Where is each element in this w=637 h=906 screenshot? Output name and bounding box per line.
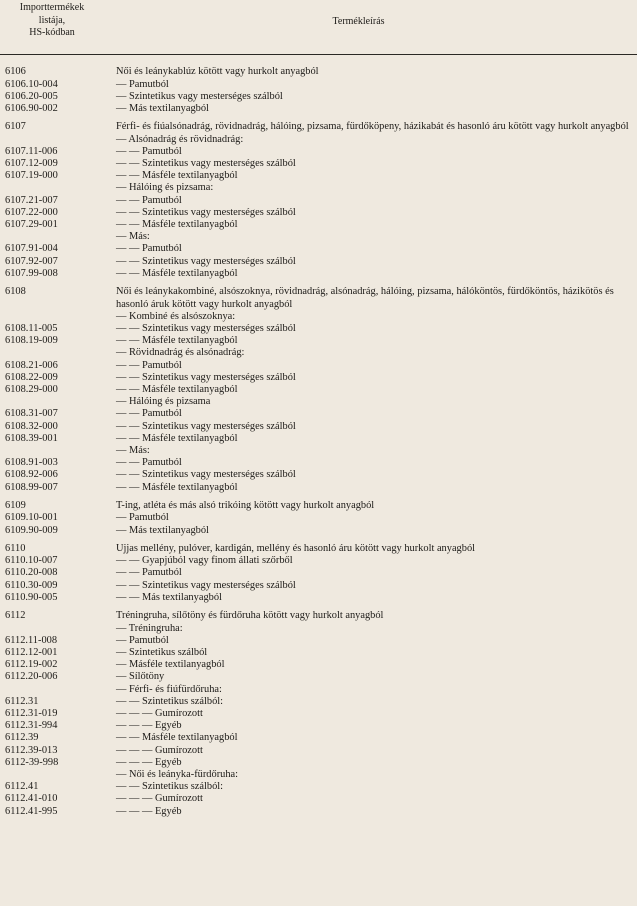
table-row	[0, 708, 637, 720]
table-row	[0, 769, 637, 781]
product-description: — — — Egyéb	[116, 805, 182, 817]
table-row	[0, 231, 637, 243]
hs-code: 6112.12-001	[5, 646, 58, 658]
table-row	[0, 635, 637, 647]
product-description: — — — Gumírozott	[116, 707, 203, 719]
table-row	[0, 659, 637, 671]
product-description: — — Szintetikus vagy mesterséges szálból	[116, 206, 296, 218]
hs-code: 6110.20-008	[5, 567, 58, 579]
product-description: Férfi- és fiúalsónadrág, rövidnadrág, hálóing, pizsama, fürdőköpeny, házikabát és hasonló áru kötött vagy hurkolt anyagból	[116, 121, 629, 133]
product-description: — — Szintetikus szálból:	[116, 781, 224, 793]
product-description: — — Szintetikus vagy mesterséges szálból	[116, 579, 296, 591]
table-row	[0, 684, 637, 696]
table-row	[0, 696, 637, 708]
hs-code: 6106.90-002	[5, 102, 58, 114]
hs-code	[0, 231, 116, 243]
hs-code: 6106.20-005	[5, 90, 58, 102]
table-row	[0, 647, 637, 659]
hs-code: 6107.11-006	[5, 145, 58, 157]
product-description: — — Pamutból	[116, 408, 182, 420]
table-row	[0, 433, 637, 445]
hs-code: 6112.20-006	[5, 671, 58, 683]
product-description: — — Pamutból	[116, 457, 182, 469]
hs-code: 6108.21-006	[5, 359, 58, 371]
table-row	[0, 592, 637, 604]
table-row	[0, 158, 637, 170]
hs-code	[0, 311, 116, 323]
hs-code: 6112.41-010	[5, 793, 58, 805]
hs-code: 6107.21-007	[5, 194, 58, 206]
product-description: — Más:	[116, 231, 150, 243]
product-description: — — Másféle textilanyagból	[116, 267, 238, 279]
product-description: — — Pamutból	[116, 194, 182, 206]
table-row	[0, 207, 637, 219]
table-row	[0, 469, 637, 481]
table-row	[0, 256, 637, 268]
table-row	[0, 457, 637, 469]
hs-code	[0, 445, 116, 457]
hs-code: 6107	[5, 121, 26, 133]
hs-code: 6108.32-000	[5, 420, 58, 432]
table-row	[0, 195, 637, 207]
table-header	[0, 0, 637, 55]
table-row	[0, 671, 637, 683]
table-row	[0, 323, 637, 335]
table-row	[0, 732, 637, 744]
product-description: — Rövidnadrág és alsónadrág:	[116, 347, 245, 359]
hs-code: 6107.99-008	[5, 267, 58, 279]
table-row	[0, 91, 637, 103]
hs-code: 6106.10-004	[5, 78, 58, 90]
table-row	[0, 793, 637, 805]
hs-code: 6107.92-007	[5, 255, 58, 267]
product-description: — Pamutból	[116, 78, 169, 90]
table-row	[0, 482, 637, 494]
hs-code: 6107.22-000	[5, 206, 58, 218]
hs-code: 6108.11-005	[5, 322, 58, 334]
hs-code: 6112	[5, 610, 26, 622]
hs-code: 6112.11-008	[5, 634, 58, 646]
table-row	[0, 79, 637, 91]
header-line: HS-kódban	[29, 27, 75, 38]
table-row	[0, 500, 637, 512]
hs-code: 6112.31-994	[5, 720, 58, 732]
hs-code: 6110	[5, 543, 26, 554]
table-row	[0, 445, 637, 457]
hs-code	[0, 396, 116, 408]
hs-code: 6108.29-000	[5, 383, 58, 395]
product-description: — — Gyapjúból vagy finom állati szőrből	[116, 555, 293, 567]
table-row	[0, 567, 637, 579]
product-description: — — Szintetikus vagy mesterséges szálból	[116, 322, 296, 334]
product-description: — — Pamutból	[116, 145, 182, 157]
table-row	[0, 311, 637, 323]
product-description: — — — Gumírozott	[116, 744, 203, 756]
hs-code: 6109.10-001	[5, 512, 58, 524]
product-description: — — — Egyéb	[116, 756, 182, 768]
hs-code: 6112.39	[5, 732, 39, 744]
hs-code: 6108.31-007	[5, 408, 58, 420]
table-row	[0, 219, 637, 231]
product-description: — Szintetikus szálból	[116, 646, 208, 658]
product-description: — Férfi- és fiúfürdőruha:	[116, 683, 222, 695]
hs-code: 6108.99-007	[5, 481, 58, 493]
hs-code: 6112-39-998	[5, 756, 59, 768]
product-description: — — Másféle textilanyagból	[116, 170, 238, 182]
hs-code: 6112.39-013	[5, 744, 58, 756]
table-row	[0, 525, 637, 537]
product-description: — — Másféle textilanyagból	[116, 481, 238, 493]
table-row	[0, 396, 637, 408]
table-row	[0, 360, 637, 372]
product-description: — — Más textilanyagból	[116, 591, 222, 603]
hs-code: 6112.19-002	[5, 659, 58, 671]
table-row	[0, 623, 637, 635]
product-description: — Női és leányka-fürdőruha:	[116, 768, 239, 780]
product-description: T-ing, atléta és más alsó trikóing kötött vagy hurkolt anyagból	[116, 500, 375, 512]
hs-code: 6110.10-007	[5, 555, 58, 567]
product-description: — Tréningruha:	[116, 622, 183, 634]
product-description: — — Szintetikus szálból:	[116, 695, 224, 707]
product-description: Ujjas mellény, pulóver, kardigán, mellény és hasonló áru kötött vagy hurkolt anyagból	[116, 543, 476, 554]
table-row	[0, 781, 637, 793]
product-description: — Hálóing és pizsama	[116, 396, 211, 408]
hs-code: 6108.39-001	[5, 432, 58, 444]
hs-code: 6110.90-005	[5, 591, 58, 603]
table-row	[0, 512, 637, 524]
product-description: — — Pamutból	[116, 243, 182, 255]
product-description: — Pamutból	[116, 634, 169, 646]
table-row	[0, 757, 637, 769]
hs-code: 6108.92-006	[5, 469, 58, 481]
product-description: — — — Egyéb	[116, 720, 182, 732]
hs-code: 6108	[5, 286, 26, 298]
hs-code: 6110.30-009	[5, 579, 58, 591]
product-description: — — Másféle textilanyagból	[116, 732, 238, 744]
product-description: — — Szintetikus vagy mesterséges szálból	[116, 158, 296, 170]
hs-code	[0, 134, 116, 146]
table-row	[0, 170, 637, 182]
hs-code: 6112.31	[5, 695, 39, 707]
product-description: — Kombiné és alsószoknya:	[116, 310, 236, 322]
table-row	[0, 121, 637, 133]
product-description: — Pamutból	[116, 512, 169, 524]
product-description: — — Pamutból	[116, 567, 182, 579]
hs-code: 6107.29-001	[5, 219, 58, 231]
table-row	[0, 347, 637, 359]
table-row	[0, 103, 637, 115]
product-description: Tréningruha, sílőtöny és fürdőruha kötött vagy hurkolt anyagból	[116, 610, 384, 622]
product-description: — Hálóing és pizsama:	[116, 182, 214, 194]
table-row	[0, 720, 637, 732]
hs-code: 6107.19-000	[5, 170, 58, 182]
table-row	[0, 384, 637, 396]
header-line: Importtermékek	[19, 2, 85, 13]
product-description: — — Pamutból	[116, 359, 182, 371]
table-row	[0, 806, 637, 818]
table-row	[0, 408, 637, 420]
table-row	[0, 268, 637, 280]
column-header-description: Termékleírás	[332, 16, 385, 27]
product-description: — — Másféle textilanyagból	[116, 383, 238, 395]
product-description: — — Szintetikus vagy mesterséges szálból	[116, 255, 296, 267]
table-row	[0, 543, 637, 555]
table-row	[0, 134, 637, 146]
hs-code: 6112.41	[5, 781, 39, 793]
product-description: — Szintetikus vagy mesterséges szálból	[116, 90, 283, 102]
product-description: — Más textilanyagból	[116, 102, 209, 114]
table-row	[0, 610, 637, 622]
hs-code: 6112.31-019	[5, 707, 58, 719]
hs-code: 6109.90-009	[5, 524, 58, 536]
table-row	[0, 66, 637, 78]
product-description: — Alsónadrág és rövidnadrág:	[116, 133, 244, 145]
product-description: — — — Gumírozott	[116, 793, 203, 805]
hs-code: 6106	[5, 66, 26, 78]
header-line: listája,	[38, 14, 66, 26]
product-description: Női és leánykablúz kötött vagy hurkolt anyagból	[116, 66, 319, 78]
product-description: — — Szintetikus vagy mesterséges szálból	[116, 420, 296, 432]
hs-code	[0, 347, 116, 359]
hs-code: 6108.22-009	[5, 371, 58, 383]
table-row	[0, 182, 637, 194]
hs-code: 6109	[5, 500, 26, 512]
product-description: — Sílőtöny	[116, 671, 165, 683]
product-description: — — Másféle textilanyagból	[116, 432, 238, 444]
product-description: — — Szintetikus vagy mesterséges szálból	[116, 469, 296, 481]
product-description: — Másféle textilanyagból	[116, 659, 225, 671]
hs-code: 6112.41-995	[5, 805, 58, 817]
table-row	[0, 421, 637, 433]
product-description: — — Másféle textilanyagból	[116, 219, 238, 231]
product-description: Női és leánykakombiné, alsószoknya, rövidnadrág, alsónadrág, hálóing, pizsama, hálóköntös, fürdőköntös, házikötös és hasonló áruk kötött vagy hurkolt anyagból	[116, 286, 614, 310]
hs-code	[0, 623, 116, 635]
hs-code: 6107.91-004	[5, 243, 58, 255]
hs-code	[0, 684, 116, 696]
hs-code	[0, 182, 116, 194]
product-description: — — Másféle textilanyagból	[116, 335, 238, 347]
product-description: — Más textilanyagból	[116, 524, 209, 536]
table-row	[0, 286, 637, 310]
table-row	[0, 745, 637, 757]
table-row	[0, 146, 637, 158]
hs-code	[0, 769, 116, 781]
product-description: — — Szintetikus vagy mesterséges szálból	[116, 371, 296, 383]
table-row	[0, 243, 637, 255]
table-row	[0, 555, 637, 567]
table-row	[0, 335, 637, 347]
hs-code: 6108.19-009	[5, 335, 58, 347]
table-row	[0, 580, 637, 592]
product-description: — Más:	[116, 444, 150, 456]
table-body	[0, 60, 637, 818]
hs-code: 6108.91-003	[5, 457, 58, 469]
hs-code: 6107.12-009	[5, 158, 58, 170]
table-row	[0, 372, 637, 384]
